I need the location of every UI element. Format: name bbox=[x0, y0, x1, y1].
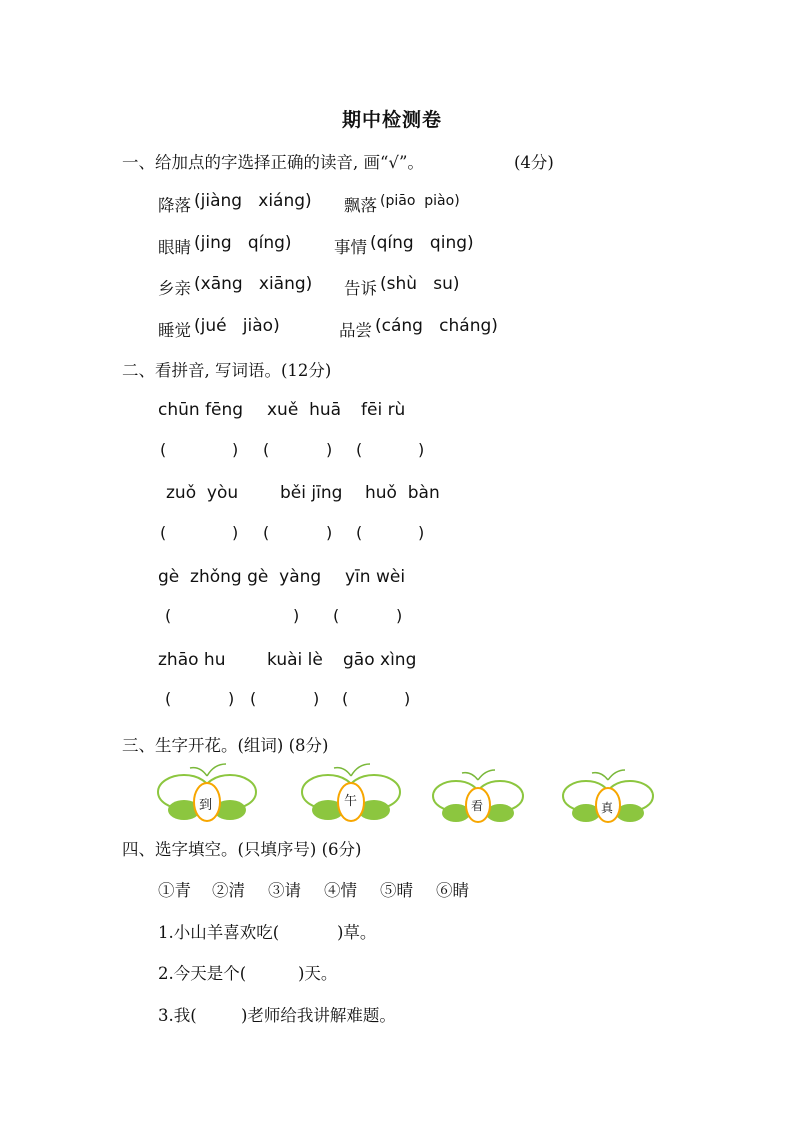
section-3-heading: 三、生字开花。(组词) (8分) bbox=[122, 736, 329, 755]
answer-paren-close: ) bbox=[418, 523, 425, 542]
answer-paren-open: ( bbox=[263, 523, 270, 542]
s1-item-options: (jing qíng) bbox=[194, 233, 292, 253]
s1-item-options: (piāo piào) bbox=[380, 193, 460, 209]
word-flower bbox=[561, 768, 655, 826]
fill-sentence-before: 3.我( bbox=[158, 1006, 197, 1025]
flower-char: 到 bbox=[199, 798, 213, 813]
answer-paren-open: ( bbox=[263, 440, 270, 459]
choice-option: ③请 bbox=[268, 881, 301, 900]
answer-paren-open: ( bbox=[333, 606, 340, 625]
pinyin-word: zuǒ yòu bbox=[166, 483, 239, 503]
s1-item-options: (cáng cháng) bbox=[375, 316, 498, 336]
s1-item-word: 飘落 bbox=[344, 196, 377, 215]
pinyin-word: běi jīng bbox=[280, 483, 343, 503]
pinyin-word: gāo xìng bbox=[343, 650, 417, 670]
s1-item-word: 睡觉 bbox=[158, 321, 191, 340]
answer-paren-open: ( bbox=[250, 689, 257, 708]
choice-option: ⑥睛 bbox=[436, 881, 469, 900]
s1-item-word: 品尝 bbox=[339, 321, 372, 340]
s1-item-word: 告诉 bbox=[344, 279, 377, 298]
fill-sentence-before: 1.小山羊喜欢吃( bbox=[158, 923, 280, 942]
fill-sentence-after: )老师给我讲解难题。 bbox=[241, 1006, 396, 1025]
pinyin-word: xuě huā bbox=[267, 400, 342, 420]
section-1-heading: 一、给加点的字选择正确的读音, 画“√”。 bbox=[122, 153, 424, 172]
s1-item-options: (shù su) bbox=[380, 274, 460, 294]
answer-paren-open: ( bbox=[165, 689, 172, 708]
answer-paren-close: ) bbox=[228, 689, 235, 708]
word-flower bbox=[300, 762, 402, 824]
pinyin-word: gè zhǒng gè yàng bbox=[158, 567, 322, 587]
section-2-heading: 二、看拼音, 写词语。(12分) bbox=[122, 361, 332, 380]
choice-option: ④情 bbox=[324, 881, 357, 900]
page-title: 期中检测卷 bbox=[342, 109, 443, 131]
s1-item-options: (qíng qing) bbox=[370, 233, 474, 253]
flower-char: 真 bbox=[601, 801, 614, 815]
choice-option: ⑤晴 bbox=[380, 881, 413, 900]
fill-sentence-after: )天。 bbox=[298, 964, 338, 983]
answer-paren-close: ) bbox=[326, 523, 333, 542]
answer-paren-close: ) bbox=[232, 440, 239, 459]
s1-item-word: 眼睛 bbox=[158, 238, 191, 257]
fill-sentence-before: 2.今天是个( bbox=[158, 964, 247, 983]
flower-char: 午 bbox=[344, 794, 358, 809]
s1-item-word: 事情 bbox=[334, 238, 367, 257]
answer-paren-open: ( bbox=[356, 440, 363, 459]
word-flower bbox=[156, 762, 258, 824]
answer-paren-close: ) bbox=[326, 440, 333, 459]
answer-paren-close: ) bbox=[404, 689, 411, 708]
flower-shape bbox=[156, 762, 258, 824]
s1-item-word: 降落 bbox=[158, 196, 191, 215]
s1-item-options: (xāng xiāng) bbox=[194, 274, 313, 294]
s1-item-word: 乡亲 bbox=[158, 279, 191, 298]
section-4-heading: 四、选字填空。(只填序号) (6分) bbox=[122, 840, 362, 859]
pinyin-word: chūn fēng bbox=[158, 400, 244, 420]
answer-paren-open: ( bbox=[342, 689, 349, 708]
choice-option: ①青 bbox=[158, 881, 191, 900]
s1-item-options: (jiàng xiáng) bbox=[194, 191, 312, 211]
pinyin-word: kuài lè bbox=[267, 650, 323, 670]
flower-shape bbox=[561, 768, 655, 826]
pinyin-word: huǒ bàn bbox=[365, 483, 440, 503]
flower-char: 看 bbox=[471, 799, 484, 813]
answer-paren-close: ) bbox=[313, 689, 320, 708]
answer-paren-close: ) bbox=[418, 440, 425, 459]
pinyin-word: fēi rù bbox=[361, 400, 406, 420]
pinyin-word: zhāo hu bbox=[158, 650, 226, 670]
choice-option: ②清 bbox=[212, 881, 245, 900]
section-1-score: (4分) bbox=[514, 153, 554, 172]
answer-paren-close: ) bbox=[232, 523, 239, 542]
answer-paren-open: ( bbox=[165, 606, 172, 625]
answer-paren-open: ( bbox=[160, 440, 167, 459]
answer-paren-open: ( bbox=[160, 523, 167, 542]
answer-paren-close: ) bbox=[396, 606, 403, 625]
answer-paren-close: ) bbox=[293, 606, 300, 625]
fill-sentence-after: )草。 bbox=[337, 923, 377, 942]
pinyin-word: yīn wèi bbox=[345, 567, 406, 587]
s1-item-options: (jué jiào) bbox=[194, 316, 280, 336]
word-flower bbox=[431, 768, 525, 826]
answer-paren-open: ( bbox=[356, 523, 363, 542]
